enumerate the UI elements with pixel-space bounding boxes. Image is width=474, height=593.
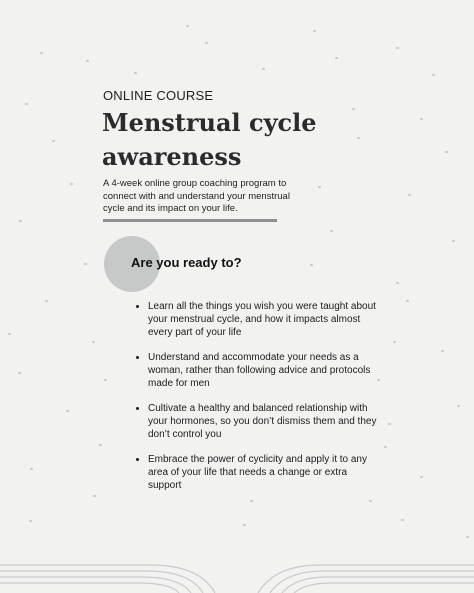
list-item: • Learn all the things you wish you were taught about your menstrual cycle, and how it impacts almost every part of your life: [148, 300, 380, 339]
course-label: ONLINE COURSE: [103, 88, 214, 103]
decorative-arch-lines: [0, 553, 474, 593]
list-item: • Understand and accommodate your needs as a woman, rather than following advice and protocols made for men: [148, 351, 380, 390]
page-title: Menstrual cycle awareness: [102, 108, 317, 171]
benefits-list: [136, 300, 380, 504]
list-item: • Embrace the power of cyclicity and apply it to any area of your life that needs a change or extra support: [148, 453, 380, 492]
course-description: A 4-week online group coaching program to connect with and understand your menstrual cycle and its impact on your life.: [103, 178, 290, 214]
list-item: • Cultivate a healthy and balanced relationship with your hormones, so you don’t dismiss them and they don’t control you: [148, 402, 380, 441]
divider: [103, 219, 277, 222]
section-heading: Are you ready to?: [131, 255, 242, 270]
